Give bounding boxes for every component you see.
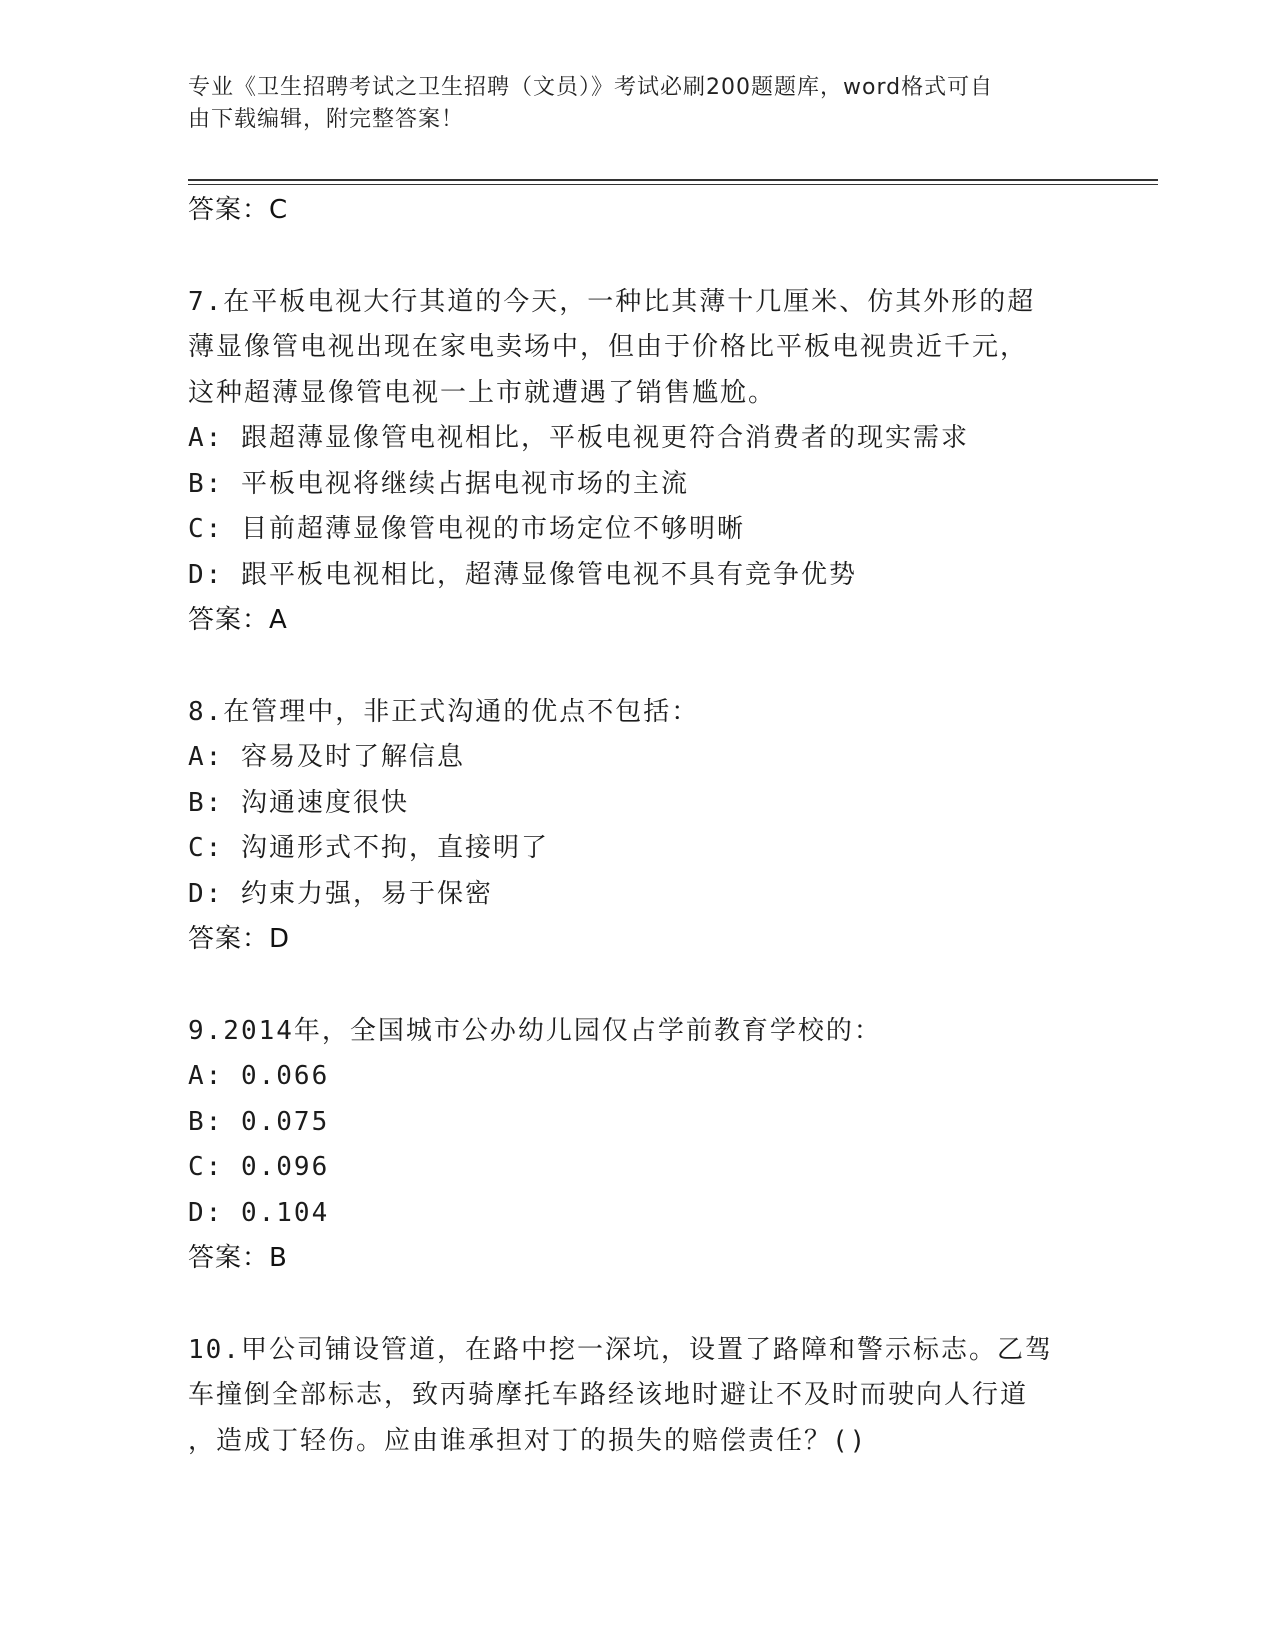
option-a: A: 跟超薄显像管电视相比，平板电视更符合消费者的现实需求	[188, 423, 969, 453]
question-text-line: 7.在平板电视大行其道的今天，一种比其薄十几厘米、仿其外形的超	[188, 286, 1036, 317]
option-d: D: 跟平板电视相比，超薄显像管电视不具有竞争优势	[188, 559, 857, 590]
document-body	[188, 188, 1088, 1464]
previous-answer: 答案：C	[188, 195, 289, 225]
spacer	[188, 1282, 1088, 1328]
option-c: C: 沟通形式不拘，直接明了	[188, 833, 549, 863]
question-9	[188, 1009, 1088, 1282]
question-10	[188, 1328, 1088, 1465]
spacer	[188, 234, 1088, 280]
answer: 答案：B	[188, 1243, 288, 1273]
question-text-line: 10.甲公司铺设管道，在路中挖一深坑，设置了路障和警示标志。乙驾	[188, 1334, 1053, 1365]
spacer	[188, 963, 1088, 1009]
header-line-1: 专业《卫生招聘考试之卫生招聘（文员）》考试必刷200题题库，word格式可自	[188, 75, 994, 100]
option-c: C: 0.096	[188, 1152, 330, 1182]
option-b: B: 平板电视将继续占据电视市场的主流	[188, 468, 689, 499]
question-8	[188, 690, 1088, 963]
spacer	[188, 644, 1088, 690]
question-text-line: 8.在管理中，非正式沟通的优点不包括：	[188, 696, 700, 727]
question-text-line: 薄显像管电视出现在家电卖场中，但由于价格比平板电视贵近千元，	[188, 332, 1029, 362]
option-b: B: 沟通速度很快	[188, 787, 409, 818]
answer: 答案：A	[188, 605, 288, 635]
option-d: D: 约束力强，易于保密	[188, 878, 493, 909]
answer: 答案：D	[188, 924, 291, 954]
option-d: D: 0.104	[188, 1197, 330, 1228]
question-7	[188, 280, 1088, 644]
question-text-line: 车撞倒全部标志，致丙骑摩托车路经该地时避让不及时而驶向人行道	[188, 1380, 1029, 1410]
question-text-line: ，造成丁轻伤。应由谁承担对丁的损失的赔偿责任？()	[188, 1425, 868, 1456]
header-rule-thick	[188, 179, 1158, 181]
header-rule-thin	[188, 184, 1158, 185]
option-c: C: 目前超薄显像管电视的市场定位不够明晰	[188, 514, 745, 544]
question-text-line: 9.2014年，全国城市公办幼儿园仅占学前教育学校的：	[188, 1015, 882, 1046]
page-header	[188, 72, 1088, 136]
question-text-line: 这种超薄显像管电视一上市就遭遇了销售尴尬。	[188, 377, 777, 408]
header-line-2: 由下载编辑，附完整答案！	[188, 107, 465, 132]
option-b: B: 0.075	[188, 1106, 330, 1137]
option-a: A: 0.066	[188, 1061, 330, 1091]
option-a: A: 容易及时了解信息	[188, 742, 465, 772]
